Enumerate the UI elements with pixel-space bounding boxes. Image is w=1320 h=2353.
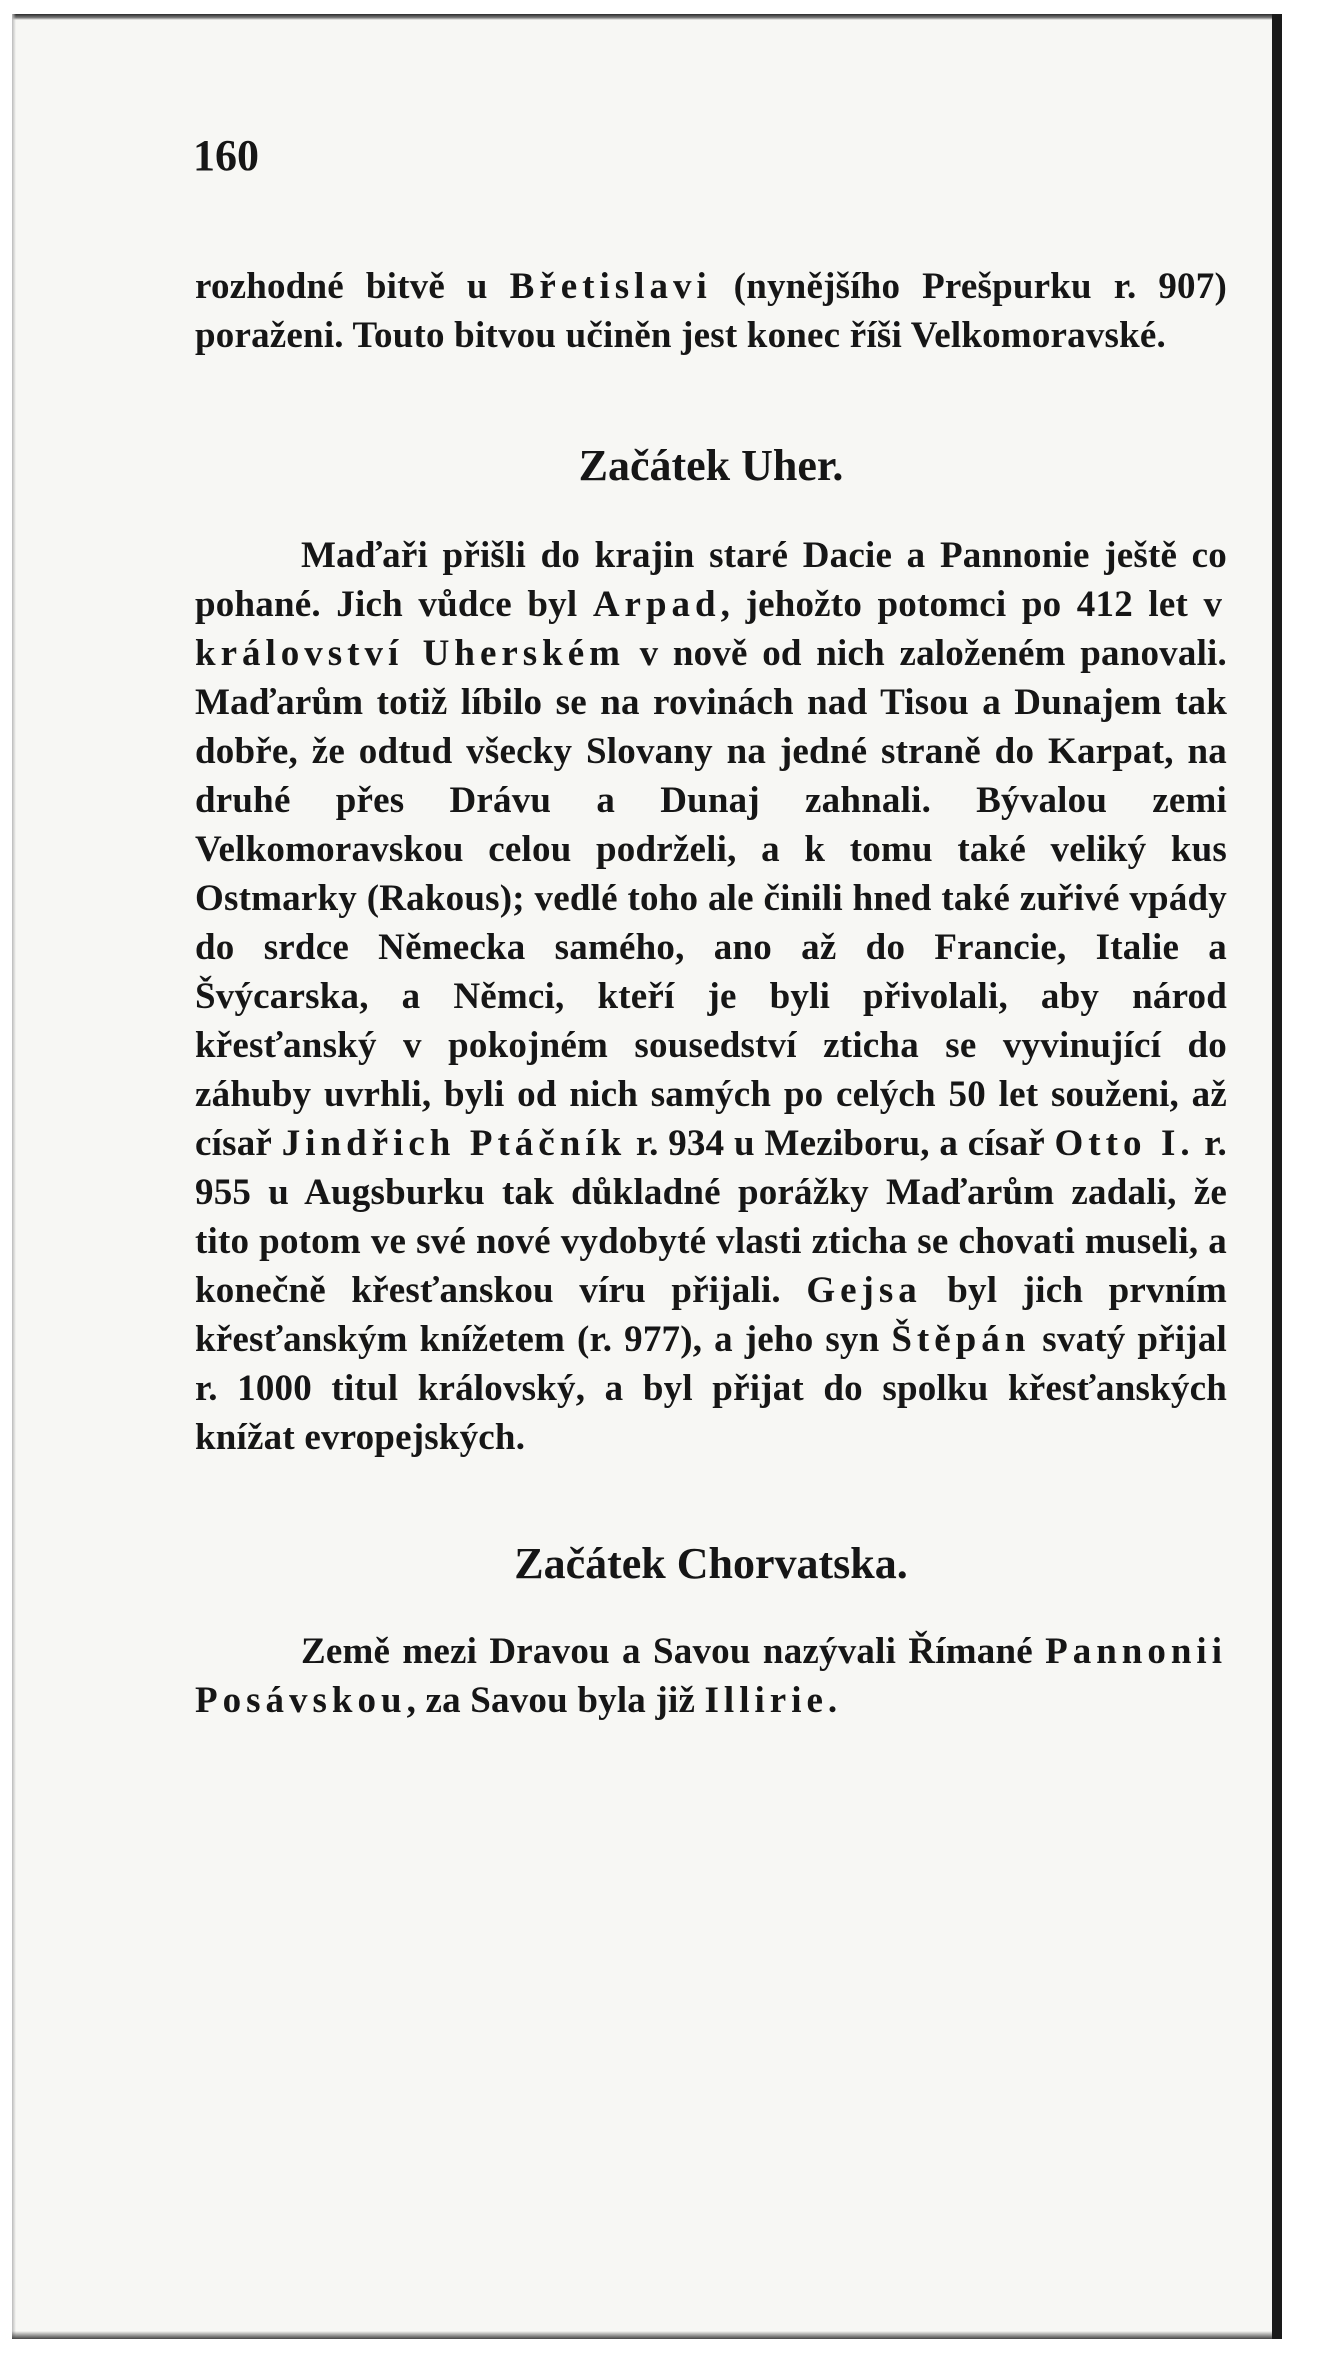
page-content: [195, 126, 1227, 1725]
chorv-text-2: , za Savou byla již: [406, 1680, 705, 1721]
uher-text-1: Maďaři přišli do krajin staré Dacie a Pannonie ještě co pohané. Jich vůdce byl: [195, 535, 1227, 625]
intro-paragraph: [195, 262, 1227, 360]
uher-spaced-2: v království Uherském: [195, 584, 1227, 674]
intro-spaced-1: Břetislavi: [509, 266, 712, 307]
section-heading-chorvatsko: Začátek Chorvatska.: [514, 1539, 908, 1588]
uher-spaced-5: Gejsa: [806, 1270, 922, 1311]
page-left-edge: [12, 14, 16, 2339]
uher-spaced-6: Štěpán: [891, 1319, 1031, 1360]
uher-text-6: byl jich prvním křesťanským knížetem (r. 977), a jeho syn: [195, 1270, 1227, 1360]
section-paragraph-uher: [195, 531, 1227, 1462]
section-heading-uher: Začátek Uher.: [578, 441, 844, 490]
book-page: [12, 14, 1282, 2339]
uher-text-4: r. 934 u Meziboru, a císař: [626, 1123, 1055, 1164]
chorv-text-3: .: [827, 1680, 838, 1721]
page-bottom-edge: [12, 2331, 1272, 2339]
page-top-edge: [12, 14, 1272, 20]
intro-text-2: (nynějšího Prešpurku r. 907) poraženi. Touto bitvou učiněn jest konec říši Velkomoravské.: [195, 266, 1227, 356]
uher-spaced-3: Jindřich Ptáčník: [281, 1123, 627, 1164]
uher-text-7: svatý přijal r. 1000 titul královský, a byl přijat do spolku křesťanských knížat evropejských.: [195, 1319, 1228, 1458]
uher-spaced-1: Arpad: [592, 584, 721, 625]
uher-text-2: , jehožto potomci po 412 let: [720, 584, 1204, 625]
chorv-spaced-2: Illirie: [704, 1680, 828, 1721]
section-paragraph-chorvatsko: [195, 1627, 1227, 1725]
page-number: 160: [193, 131, 259, 180]
chorv-spaced-1: Pannonii Posávskou: [195, 1631, 1227, 1721]
uher-text-3: v nově od nich založeném panovali. Maďarům totiž líbilo se na rovinách nad Tisou a Dunajem tak dobře, že odtud všecky Slovany na jedné straně do Karpat, na druhé přes Drávu a Dunaj zahnali. Bývalou zemi Velkomoravskou celou podrželi, a k tomu také veliký kus Ostmarky (Rakous); vedlé toho ale činili hned také zuřivé vpády do srdce Německa samého, ano až do Francie, Italie a Švýcarska, a Němci, kteří je byli přivolali, aby národ křesťanský v pokojném sousedství zticha se vyvinující do záhuby uvrhli, byli od nich samých po celých 50 let souženi, až císař: [195, 633, 1227, 1164]
uher-spaced-4: Otto I.: [1054, 1123, 1195, 1164]
intro-text-1: rozhodné bitvě u: [195, 266, 510, 307]
chorv-text-1: Země mezi Dravou a Savou nazývali Římané: [301, 1631, 1046, 1672]
uher-text-5: r. 955 u Augsburku tak důkladné porážky Maďarům zadali, že tito potom ve své nové vydobyté vlasti zticha se chovati museli, a konečně křesťanskou víru přijali.: [195, 1123, 1227, 1311]
